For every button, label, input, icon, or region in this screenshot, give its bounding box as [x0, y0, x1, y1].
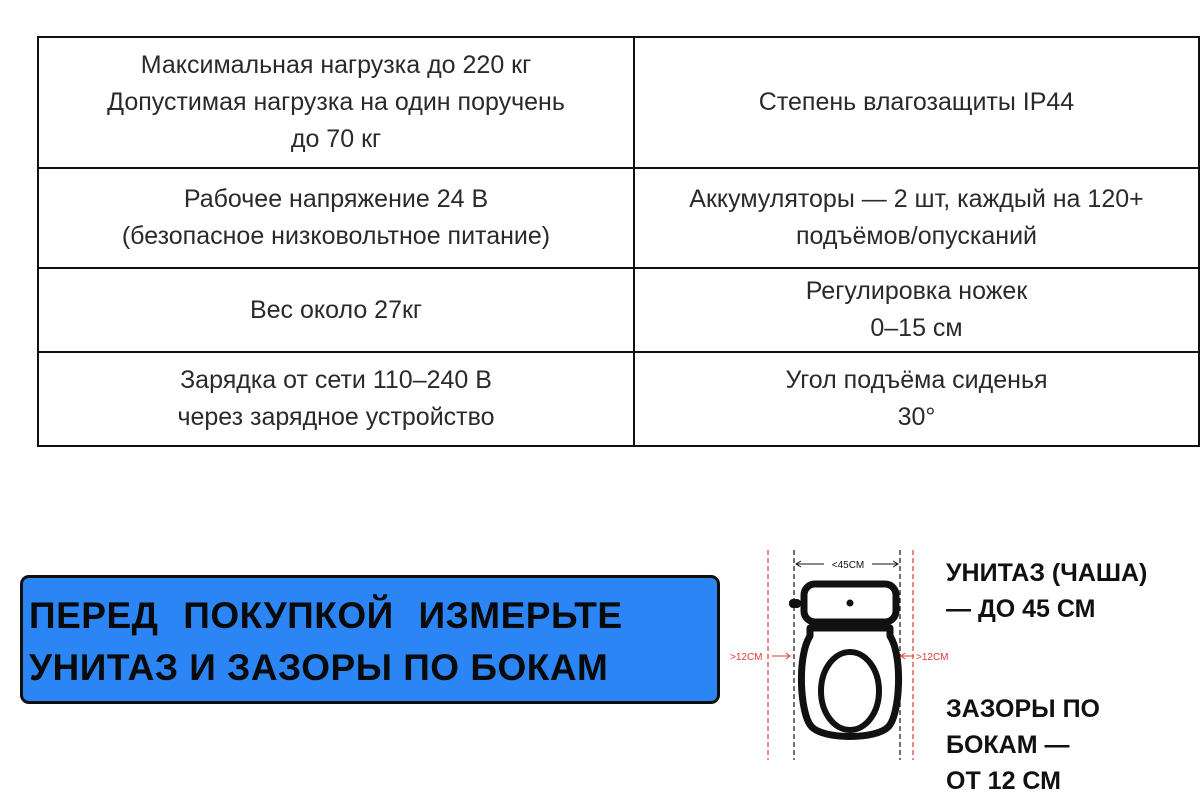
- spec-line: через зарядное устройство: [177, 403, 495, 431]
- toilet-top-view-icon: [789, 584, 899, 737]
- banner-line-2: УНИТАЗ И ЗАЗОРЫ ПО БОКАМ: [29, 647, 609, 688]
- note-line: — ДО 45 СМ: [946, 595, 1096, 623]
- spec-line: Допустимая нагрузка на один поручень: [107, 88, 565, 116]
- measure-banner: [20, 575, 720, 704]
- note-line: ОТ 12 СМ: [946, 767, 1061, 795]
- spec-line: (безопасное низковольтное питание): [121, 222, 551, 250]
- left-gap-arrow: [772, 653, 790, 659]
- spec-line: 30°: [897, 403, 936, 431]
- spec-line: Угол подъёма сиденья: [785, 366, 1048, 394]
- spec-line: Регулировка ножек: [805, 277, 1028, 305]
- spec-cell-ip-rating: [634, 37, 1199, 168]
- left-gap-label: >12CM: [730, 652, 763, 663]
- spec-line: Зарядка от сети 110–240 В: [180, 366, 492, 394]
- spec-cell-weight: [38, 268, 634, 352]
- spec-cell-legs: [634, 268, 1199, 352]
- spec-cell-load: [38, 37, 634, 168]
- spec-line: Рабочее напряжение 24 В: [183, 185, 489, 213]
- note-line: БОКАМ —: [946, 731, 1070, 759]
- spec-cell-batteries: [634, 168, 1199, 268]
- banner-line-1: ПЕРЕД ПОКУПКОЙ ИЗМЕРЬТЕ: [29, 595, 623, 636]
- specs-row: [38, 352, 1199, 446]
- right-gap-arrow: [901, 653, 914, 659]
- spec-line: Вес около 27кг: [249, 295, 423, 324]
- spec-cell-seat-angle: [634, 352, 1199, 446]
- specs-table: [37, 36, 1200, 447]
- width-label: <45CM: [831, 560, 865, 571]
- specs-row: [38, 168, 1199, 268]
- note-line: ЗАЗОРЫ ПО: [946, 695, 1101, 723]
- spec-line: Максимальная нагрузка до 220 кг: [140, 51, 532, 79]
- spec-line: Аккумуляторы — 2 шт, каждый на 120+: [689, 185, 1144, 213]
- spec-line: подъёмов/опусканий: [795, 222, 1038, 250]
- gap-size-note: [946, 691, 1100, 799]
- toilet-dimension-diagram: [728, 548, 978, 768]
- spec-line: до 70 кг: [290, 125, 382, 153]
- specs-row: [38, 268, 1199, 352]
- note-line: УНИТАЗ (ЧАША): [946, 559, 1148, 587]
- spec-cell-charging: [38, 352, 634, 446]
- right-gap-label: >12CM: [916, 652, 949, 663]
- spec-line: 0–15 см: [870, 314, 963, 342]
- spec-line: Степень влагозащиты IP44: [758, 88, 1075, 116]
- toilet-size-note: [946, 555, 1147, 627]
- specs-row: [38, 37, 1199, 168]
- spec-cell-voltage: [38, 168, 634, 268]
